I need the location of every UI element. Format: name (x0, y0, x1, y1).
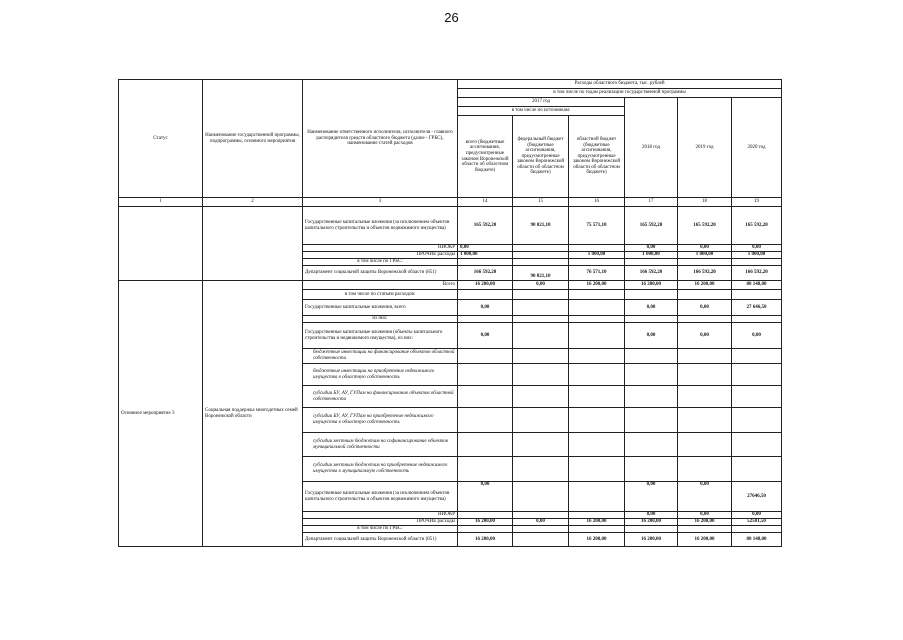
value-cell (513, 457, 569, 482)
value-cell: 0,00 (732, 245, 782, 252)
value-cell (625, 290, 678, 300)
value-cell (569, 364, 625, 386)
value-cell: 0,00 (625, 300, 678, 316)
value-cell (625, 408, 678, 433)
value-cell (625, 433, 678, 457)
table-row (119, 207, 782, 245)
value-cell: 0,00 (678, 245, 732, 252)
value-cell: 0,00 (678, 512, 732, 519)
value-cell (732, 386, 782, 408)
value-cell (678, 259, 732, 266)
value-cell (513, 512, 569, 519)
value-cell: 1 000,00 (625, 252, 678, 259)
value-cell: 0,00 (513, 281, 569, 290)
value-cell: 1 000,00 (569, 252, 625, 259)
value-cell: 165 592,20 (625, 207, 678, 245)
value-cell (569, 526, 625, 533)
value-cell: 76 571,10 (569, 266, 625, 281)
value-cell (569, 512, 625, 519)
value-cell: 16 200,00 (625, 533, 678, 547)
value-cell (569, 386, 625, 408)
value-cell (513, 408, 569, 433)
value-cell: 16 200,00 (458, 519, 513, 526)
value-cell: 0,00 (732, 512, 782, 519)
value-cell (732, 526, 782, 533)
value-cell (678, 386, 732, 408)
value-cell: 90 021,10 (513, 266, 569, 281)
value-cell: 0,00 (678, 300, 732, 316)
value-cell: 16 200,00 (458, 281, 513, 290)
value-cell (569, 433, 625, 457)
program-cell (203, 207, 303, 281)
value-cell (732, 433, 782, 457)
header-sources: в том числе по источникам: (458, 107, 625, 116)
value-cell: 16 200,00 (625, 281, 678, 290)
value-cell: 52501,50 (732, 519, 782, 526)
value-cell (569, 408, 625, 433)
header-year-2020: 2020 год (732, 98, 782, 198)
header-year-2018: 2018 год (625, 98, 678, 198)
header-total-2017: всего (бюджетные ассигнования, предусмотренные законом Воронежской области об областном бюджете) (458, 116, 513, 198)
header-year-2019: 2019 год (678, 98, 732, 198)
row-label: НИОКР (303, 512, 458, 519)
value-cell (513, 245, 569, 252)
row-label: в том числе по ГРБС: (303, 259, 458, 266)
value-cell (458, 526, 513, 533)
value-cell (513, 526, 569, 533)
header-status: Статус (119, 80, 203, 198)
value-cell: 16 200,00 (458, 533, 513, 547)
value-cell: 16 200,00 (678, 533, 732, 547)
value-cell (732, 364, 782, 386)
value-cell (625, 457, 678, 482)
value-cell (732, 349, 782, 364)
header-program-name: Наименование государственной программы, подпрограммы, основного мероприятия (203, 80, 303, 198)
value-cell: 0,00 (458, 482, 513, 512)
header-expenses-title: Расходы областного бюджета, тыс. рублей (458, 80, 782, 89)
value-cell: 0,00 (678, 323, 732, 349)
value-cell (458, 316, 513, 323)
value-cell: 27646,50 (732, 482, 782, 512)
value-cell (678, 433, 732, 457)
row-label: в том числе по ГРБС: (303, 526, 458, 533)
col-number: 3 (303, 198, 458, 207)
value-cell: 0,00 (458, 323, 513, 349)
value-cell (458, 290, 513, 300)
value-cell (513, 252, 569, 259)
value-cell (678, 364, 732, 386)
value-cell (625, 526, 678, 533)
value-cell (458, 512, 513, 519)
value-cell: 16 200,00 (625, 519, 678, 526)
value-cell (513, 364, 569, 386)
row-label: Всего (303, 281, 458, 290)
row-label: Департамент социальной защиты Воронежской области (851) (303, 266, 458, 281)
col-number: 18 (678, 198, 732, 207)
row-label: ПРОЧИЕ расходы (303, 252, 458, 259)
value-cell (458, 408, 513, 433)
row-label: субсидии БУ, АУ, ГУПам на приобретение недвижимого имущества в областную собственность (303, 408, 458, 433)
row-label: субсидии местным бюджетам на приобретение недвижимого имущества в муниципальную собственность (303, 457, 458, 482)
value-cell (569, 259, 625, 266)
value-cell: 0,00 (458, 245, 513, 252)
value-cell (458, 433, 513, 457)
col-number: 15 (513, 198, 569, 207)
value-cell: 166 592,20 (458, 266, 513, 281)
row-label: Департамент социальной защиты Воронежской области (851) (303, 533, 458, 547)
value-cell (732, 408, 782, 433)
value-cell (569, 316, 625, 323)
value-cell (569, 245, 625, 252)
value-cell: 0,00 (458, 300, 513, 316)
value-cell: 0,00 (625, 323, 678, 349)
value-cell: 0,00 (732, 323, 782, 349)
row-label: НИОКР (303, 245, 458, 252)
col-number: 14 (458, 198, 513, 207)
value-cell (513, 323, 569, 349)
value-cell (732, 316, 782, 323)
header-executor: Наименование ответственного исполнителя, исполнителя - главного распорядителя средств областного бюджета (далее - ГРБС), наименование статей расходов (303, 80, 458, 198)
col-number: 2 (203, 198, 303, 207)
header-by-years: в том числе по годам реализации государственной программы (458, 89, 782, 98)
value-cell: 16 200,00 (678, 281, 732, 290)
value-cell (513, 290, 569, 300)
value-cell (513, 533, 569, 547)
value-cell (569, 482, 625, 512)
row-label: Государственные капитальные вложения, всего (303, 300, 458, 316)
value-cell: 165 592,20 (458, 207, 513, 245)
row-label: субсидии местным бюджетам на софинансирование объектов муниципальной собственности (303, 433, 458, 457)
value-cell (732, 457, 782, 482)
value-cell (569, 457, 625, 482)
value-cell (569, 349, 625, 364)
row-label: ПРОЧИЕ расходы (303, 519, 458, 526)
header-federal: федеральный бюджет (бюджетные ассигнования, предусмотренные законом Воронежской области об областном бюджете) (513, 116, 569, 198)
value-cell (458, 364, 513, 386)
row-label: субсидии БУ, АУ, ГУПам на финансирование объектов областной собственности (303, 386, 458, 408)
value-cell: 80 148,00 (732, 533, 782, 547)
header-year-2017: 2017 год (458, 98, 625, 107)
value-cell: 0,00 (625, 512, 678, 519)
value-cell (678, 526, 732, 533)
status-cell: Основное мероприятие 3 (119, 281, 203, 547)
value-cell (513, 482, 569, 512)
budget-table (118, 79, 782, 547)
value-cell: 166 592,20 (625, 266, 678, 281)
page-number: 26 (444, 10, 459, 25)
value-cell: 1 000,00 (732, 252, 782, 259)
value-cell: 1 000,00 (678, 252, 732, 259)
row-label: Государственные капитальные вложения (объекты капитального строительства и недвижимого имущества), из них: (303, 323, 458, 349)
value-cell: 16 200,00 (678, 519, 732, 526)
value-cell (732, 290, 782, 300)
row-label: Государственные капитальные вложения (за исключением объектов капитального строительства и объектов недвижимого имущества) (303, 482, 458, 512)
value-cell: 166 592,20 (678, 266, 732, 281)
value-cell (678, 349, 732, 364)
status-cell (119, 207, 203, 281)
value-cell (678, 316, 732, 323)
row-label: в том числе по статьям расходов: (303, 290, 458, 300)
value-cell (513, 259, 569, 266)
value-cell: 16 200,00 (569, 519, 625, 526)
value-cell (678, 408, 732, 433)
value-cell: 16 200,00 (569, 281, 625, 290)
value-cell (625, 349, 678, 364)
row-label: Государственные капитальные вложения (за исключением объектов капитального строительства и объектов недвижимого имущества) (303, 207, 458, 245)
value-cell: 165 592,20 (678, 207, 732, 245)
value-cell: 27 646,50 (732, 300, 782, 316)
value-cell (678, 457, 732, 482)
col-number: 16 (569, 198, 625, 207)
value-cell (458, 349, 513, 364)
row-label: бюджетные инвестиции на приобретение недвижимого имущества в областную собственность (303, 364, 458, 386)
table-row (119, 281, 782, 290)
value-cell: 75 571,10 (569, 207, 625, 245)
column-numbers-row (119, 198, 782, 207)
program-cell: Социальная поддержка многодетных семей Воронежской области (203, 281, 303, 547)
value-cell (513, 433, 569, 457)
value-cell (569, 323, 625, 349)
value-cell: 0,00 (678, 482, 732, 512)
col-number: 17 (625, 198, 678, 207)
value-cell (458, 457, 513, 482)
value-cell (458, 386, 513, 408)
value-cell (513, 386, 569, 408)
value-cell: 90 021,10 (513, 207, 569, 245)
value-cell: 0,00 (625, 482, 678, 512)
value-cell: 16 200,00 (569, 533, 625, 547)
value-cell (569, 290, 625, 300)
value-cell (678, 290, 732, 300)
value-cell (732, 259, 782, 266)
value-cell: 165 592,20 (732, 207, 782, 245)
value-cell (625, 386, 678, 408)
value-cell (513, 300, 569, 316)
col-number: 1 (119, 198, 203, 207)
value-cell: 80 148,00 (732, 281, 782, 290)
header-row-1 (119, 80, 782, 89)
value-cell: 0,00 (625, 245, 678, 252)
row-label: из них: (303, 316, 458, 323)
value-cell (458, 259, 513, 266)
value-cell (513, 316, 569, 323)
col-number: 19 (732, 198, 782, 207)
value-cell (569, 300, 625, 316)
row-label: бюджетные инвестиции на финансирование объектов областной собственности (303, 349, 458, 364)
value-cell (625, 364, 678, 386)
value-cell: 0,00 (513, 519, 569, 526)
value-cell: 166 592,20 (732, 266, 782, 281)
value-cell (625, 316, 678, 323)
value-cell: 1 000,00 (458, 252, 513, 259)
value-cell (513, 349, 569, 364)
header-regional: областной бюджет (бюджетные ассигнования, предусмотренные законом Воронежской области об областном бюджете) (569, 116, 625, 198)
value-cell (625, 259, 678, 266)
